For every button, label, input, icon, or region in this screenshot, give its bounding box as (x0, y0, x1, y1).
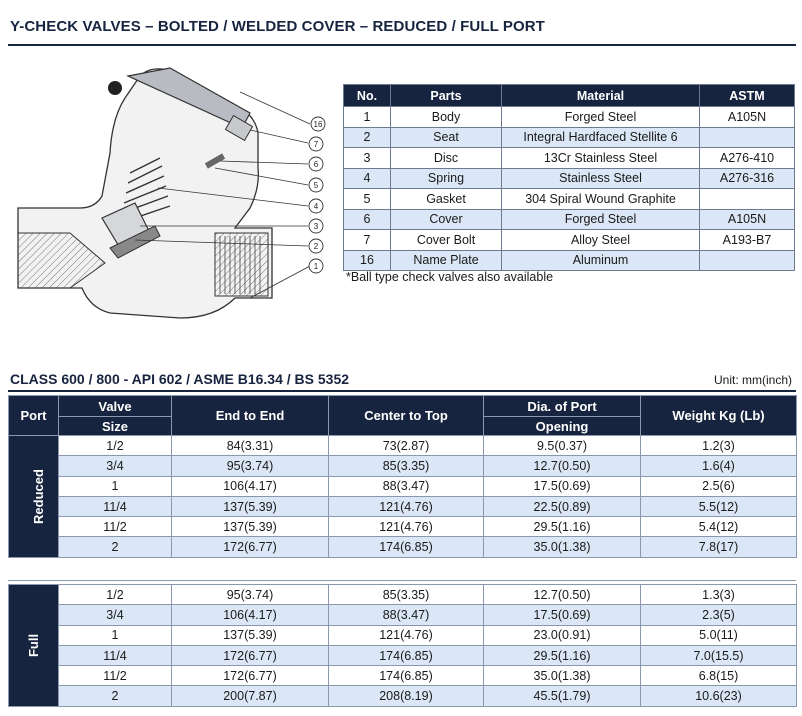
dia-of-port: 12.7(0.50) (484, 585, 641, 605)
center-to-top: 88(3.47) (329, 476, 484, 496)
part-name: Cover (391, 209, 502, 230)
port-label-full (9, 585, 59, 707)
part-no: 2 (344, 127, 391, 148)
col-header-astm: ASTM (700, 85, 795, 107)
dia-of-port: 9.5(0.37) (484, 436, 641, 456)
center-to-top: 85(3.35) (329, 585, 484, 605)
valve-size: 11/2 (59, 666, 172, 686)
dia-of-port: 22.5(0.89) (484, 496, 641, 516)
col-header-weight: Weight Kg (Lb) (641, 396, 797, 436)
dim-header-row (9, 396, 797, 417)
part-astm (700, 250, 795, 271)
valve-size: 11/2 (59, 517, 172, 537)
center-to-top: 174(6.85) (329, 537, 484, 557)
part-material: 304 Spiral Wound Graphite (502, 189, 700, 210)
weight: 5.5(12) (641, 496, 797, 516)
weight: 7.0(15.5) (641, 645, 797, 665)
parts-header-row (344, 85, 795, 107)
parts-row (344, 168, 795, 189)
part-astm: A105N (700, 107, 795, 128)
class-title: CLASS 600 / 800 - API 602 / ASME B16.34 / BS 5352 (10, 371, 350, 387)
center-to-top: 208(8.19) (329, 686, 484, 706)
table-row (9, 686, 797, 706)
weight: 6.8(15) (641, 666, 797, 686)
page-title: Y-CHECK VALVES – BOLTED / WELDED COVER – REDUCED / FULL PORT (10, 18, 545, 35)
valve-size: 2 (59, 537, 172, 557)
part-astm: A105N (700, 209, 795, 230)
end-to-end: 106(4.17) (172, 605, 329, 625)
end-to-end: 84(3.31) (172, 436, 329, 456)
col-header-opening: Opening (484, 417, 641, 436)
section-divider (8, 580, 796, 581)
end-to-end: 106(4.17) (172, 476, 329, 496)
dia-of-port: 17.5(0.69) (484, 476, 641, 496)
parts-row (344, 209, 795, 230)
cover-plug (108, 81, 122, 95)
part-no: 3 (344, 148, 391, 169)
part-material: Stainless Steel (502, 168, 700, 189)
weight: 7.8(17) (641, 537, 797, 557)
end-to-end: 95(3.74) (172, 585, 329, 605)
dia-of-port: 29.5(1.16) (484, 517, 641, 537)
col-header-size: Size (59, 417, 172, 436)
table-row (9, 666, 797, 686)
table-row (9, 517, 797, 537)
part-astm: A276-316 (700, 168, 795, 189)
part-name: Gasket (391, 189, 502, 210)
center-to-top: 174(6.85) (329, 666, 484, 686)
table-row (9, 436, 797, 456)
end-to-end: 172(6.77) (172, 666, 329, 686)
parts-note: *Ball type check valves also available (346, 270, 554, 284)
col-header-dia-of-port: Dia. of Port (484, 396, 641, 417)
callout-label: 4 (313, 202, 319, 211)
parts-row (344, 189, 795, 210)
part-astm (700, 189, 795, 210)
col-header-parts: Parts (391, 85, 502, 107)
parts-row (344, 230, 795, 251)
valve-size: 1 (59, 625, 172, 645)
title-divider (8, 44, 796, 46)
center-to-top: 88(3.47) (329, 605, 484, 625)
dia-of-port: 12.7(0.50) (484, 456, 641, 476)
center-to-top: 121(4.76) (329, 517, 484, 537)
part-astm: A193-B7 (700, 230, 795, 251)
part-material: 13Cr Stainless Steel (502, 148, 700, 169)
col-header-valve: Valve (59, 396, 172, 417)
table-row (9, 645, 797, 665)
weight: 1.6(4) (641, 456, 797, 476)
end-to-end: 95(3.74) (172, 456, 329, 476)
weight: 2.3(5) (641, 605, 797, 625)
table-row (9, 537, 797, 557)
callout-label: 7 (313, 140, 319, 149)
part-name: Cover Bolt (391, 230, 502, 251)
table-row (9, 625, 797, 645)
part-material: Forged Steel (502, 107, 700, 128)
part-name: Seat (391, 127, 502, 148)
parts-row (344, 148, 795, 169)
center-to-top: 85(3.35) (329, 456, 484, 476)
end-to-end: 200(7.87) (172, 686, 329, 706)
col-header-no: No. (344, 85, 391, 107)
part-no: 7 (344, 230, 391, 251)
end-to-end: 172(6.77) (172, 645, 329, 665)
callout-label: 16 (313, 120, 323, 129)
part-material: Forged Steel (502, 209, 700, 230)
table-row (9, 456, 797, 476)
parts-row (344, 127, 795, 148)
callout-label: 2 (313, 242, 319, 251)
valve-cross-section-drawing (10, 58, 335, 328)
valve-size: 11/4 (59, 496, 172, 516)
table-row (9, 496, 797, 516)
callout-label: 3 (313, 222, 319, 231)
weight: 10.6(23) (641, 686, 797, 706)
valve-size: 1/2 (59, 585, 172, 605)
part-name: Name Plate (391, 250, 502, 271)
table-row (9, 476, 797, 496)
valve-size: 2 (59, 686, 172, 706)
unit-label: Unit: mm(inch) (713, 373, 792, 387)
dia-of-port: 17.5(0.69) (484, 605, 641, 625)
center-to-top: 73(2.87) (329, 436, 484, 456)
part-no: 1 (344, 107, 391, 128)
parts-row (344, 107, 795, 128)
table-row (9, 605, 797, 625)
parts-row (344, 250, 795, 271)
col-header-port: Port (9, 396, 59, 436)
dia-of-port: 35.0(1.38) (484, 666, 641, 686)
col-header-center-to-top: Center to Top (329, 396, 484, 436)
center-to-top: 121(4.76) (329, 625, 484, 645)
weight: 1.3(3) (641, 585, 797, 605)
part-material: Integral Hardfaced Stellite 6 (502, 127, 700, 148)
table-row (9, 585, 797, 605)
dia-of-port: 29.5(1.16) (484, 645, 641, 665)
col-header-material: Material (502, 85, 700, 107)
part-material: Aluminum (502, 250, 700, 271)
part-name: Body (391, 107, 502, 128)
part-material: Alloy Steel (502, 230, 700, 251)
title-bar (0, 0, 802, 52)
end-to-end: 137(5.39) (172, 625, 329, 645)
part-astm: A276-410 (700, 148, 795, 169)
part-no: 16 (344, 250, 391, 271)
class-divider (8, 390, 796, 392)
part-no: 4 (344, 168, 391, 189)
parts-table (343, 84, 795, 271)
valve-size: 3/4 (59, 605, 172, 625)
callout-label: 1 (313, 262, 319, 271)
reduced-port-table (8, 395, 797, 558)
part-no: 5 (344, 189, 391, 210)
port-label-reduced (9, 436, 59, 558)
part-no: 6 (344, 209, 391, 230)
end-to-end: 172(6.77) (172, 537, 329, 557)
valve-size: 11/4 (59, 645, 172, 665)
callout-label: 5 (313, 181, 319, 190)
dia-of-port: 45.5(1.79) (484, 686, 641, 706)
valve-size: 3/4 (59, 456, 172, 476)
center-to-top: 121(4.76) (329, 496, 484, 516)
weight: 5.4(12) (641, 517, 797, 537)
dia-of-port: 35.0(1.38) (484, 537, 641, 557)
weight: 2.5(6) (641, 476, 797, 496)
part-name: Disc (391, 148, 502, 169)
port-label-text: Full (25, 633, 41, 657)
weight: 5.0(11) (641, 625, 797, 645)
end-to-end: 137(5.39) (172, 496, 329, 516)
callout-label: 6 (313, 160, 319, 169)
valve-size: 1 (59, 476, 172, 496)
part-name: Spring (391, 168, 502, 189)
valve-size: 1/2 (59, 436, 172, 456)
port-label-text: Reduced (30, 468, 46, 524)
end-to-end: 137(5.39) (172, 517, 329, 537)
center-to-top: 174(6.85) (329, 645, 484, 665)
dia-of-port: 23.0(0.91) (484, 625, 641, 645)
full-port-table (8, 584, 797, 707)
weight: 1.2(3) (641, 436, 797, 456)
part-astm (700, 127, 795, 148)
col-header-end-to-end: End to End (172, 396, 329, 436)
